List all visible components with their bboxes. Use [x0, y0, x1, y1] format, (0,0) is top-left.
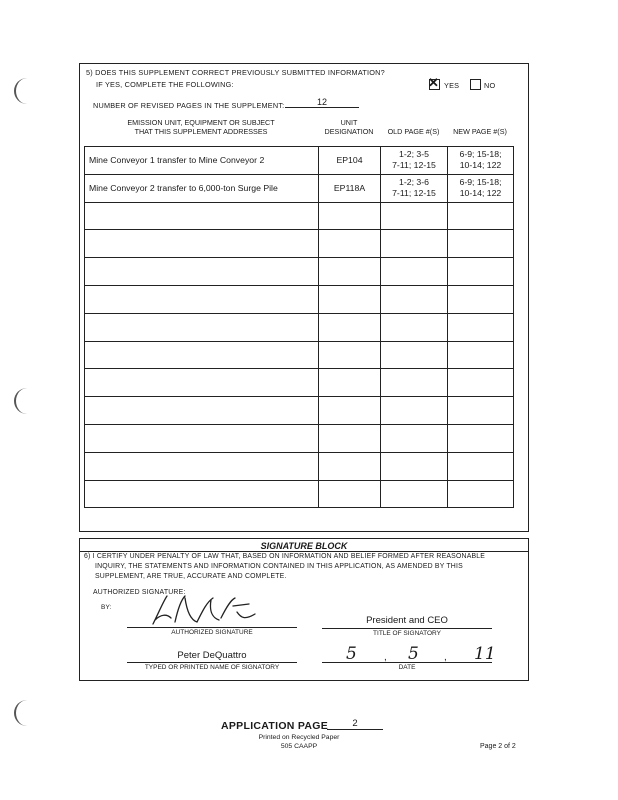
no-label: NO [484, 81, 496, 90]
header-subject-line2: THAT THIS SUPPLEMENT ADDRESSES [134, 127, 268, 136]
application-page-number: 2 [327, 718, 383, 730]
revised-pages-table [84, 146, 514, 508]
title-caption: TITLE OF SIGNATORY [373, 630, 441, 637]
signature-caption: AUTHORIZED SIGNATURE [171, 629, 253, 636]
empty-cell[interactable] [85, 258, 319, 286]
empty-cell[interactable] [85, 230, 319, 258]
empty-cell[interactable] [448, 397, 514, 425]
check-x-icon: ✕ [428, 75, 439, 90]
header-unit-line1: UNIT [340, 118, 358, 127]
application-page-label: APPLICATION PAGE [221, 720, 329, 732]
certification-line1: 6) I CERTIFY UNDER PENALTY OF LAW THAT, BASED ON INFORMATION AND BELIEF FORMED AFTER REASONABLE [84, 553, 486, 560]
new-pages-line1: 6-9; 15-18; [459, 177, 502, 188]
certification-line3: SUPPLEMENT, ARE TRUE, ACCURATE AND COMPLETE. [95, 573, 287, 580]
empty-cell[interactable] [319, 341, 381, 369]
empty-cell[interactable] [381, 480, 448, 508]
signature-block-title: SIGNATURE BLOCK [260, 541, 348, 551]
recycled-paper-note: Printed on Recycled Paper [258, 734, 340, 741]
empty-cell[interactable] [319, 258, 381, 286]
subject-cell[interactable]: Mine Conveyor 1 transfer to Mine Conveyor 2 [85, 147, 319, 175]
header-unit-line2: DESIGNATION [324, 127, 374, 136]
table-row [85, 174, 514, 202]
empty-cell[interactable] [381, 230, 448, 258]
no-checkbox[interactable] [470, 79, 481, 90]
date-day[interactable]: 5 [408, 644, 419, 664]
new-pages-line1: 6-9; 15-18; [459, 149, 502, 160]
empty-cell[interactable] [381, 202, 448, 230]
empty-row [85, 397, 514, 425]
empty-cell[interactable] [381, 369, 448, 397]
new-pages-cell[interactable] [448, 147, 514, 175]
empty-row [85, 452, 514, 480]
empty-cell[interactable] [381, 285, 448, 313]
empty-cell[interactable] [381, 258, 448, 286]
question-5: 5) DOES THIS SUPPLEMENT CORRECT PREVIOUSLY SUBMITTED INFORMATION? [86, 68, 385, 77]
header-old-pages: OLD PAGE #(S) [387, 127, 440, 136]
empty-row [85, 258, 514, 286]
empty-cell[interactable] [85, 452, 319, 480]
empty-row [85, 285, 514, 313]
revised-pages-label: NUMBER OF REVISED PAGES IN THE SUPPLEMENT: [93, 101, 285, 110]
empty-cell[interactable] [85, 424, 319, 452]
empty-cell[interactable] [85, 480, 319, 508]
header-new-pages: NEW PAGE #(S) [453, 127, 507, 136]
empty-cell[interactable] [448, 313, 514, 341]
empty-cell[interactable] [448, 369, 514, 397]
signature-line [127, 627, 297, 628]
date-year[interactable]: 11 [474, 644, 496, 664]
empty-cell[interactable] [381, 341, 448, 369]
empty-cell[interactable] [448, 258, 514, 286]
binder-hole-middle [14, 388, 30, 414]
empty-cell[interactable] [85, 313, 319, 341]
subject-cell[interactable]: Mine Conveyor 2 transfer to 6,000-ton Surge Pile [85, 174, 319, 202]
empty-cell[interactable] [381, 313, 448, 341]
by-label: BY: [101, 604, 112, 611]
old-pages-line1: 1-2; 3-5 [399, 149, 429, 160]
question-5-instruction: IF YES, COMPLETE THE FOLLOWING: [96, 80, 234, 89]
date-separator: , [384, 652, 387, 663]
old-pages-cell[interactable] [381, 174, 448, 202]
empty-cell[interactable] [319, 313, 381, 341]
empty-cell[interactable] [319, 480, 381, 508]
binder-hole-top [14, 78, 30, 104]
empty-cell[interactable] [319, 397, 381, 425]
date-separator: , [444, 652, 447, 663]
old-pages-line1: 1-2; 3-6 [399, 177, 429, 188]
old-pages-line2: 7-11; 12-15 [392, 160, 436, 171]
empty-row [85, 369, 514, 397]
date-line [322, 662, 492, 663]
empty-row [85, 202, 514, 230]
empty-cell[interactable] [85, 397, 319, 425]
empty-cell[interactable] [85, 285, 319, 313]
empty-cell[interactable] [319, 369, 381, 397]
empty-row [85, 313, 514, 341]
empty-cell[interactable] [381, 397, 448, 425]
signatory-name-value[interactable]: Peter DeQuattro [177, 650, 247, 661]
authorized-signature-label: AUTHORIZED SIGNATURE: [93, 589, 186, 596]
empty-cell[interactable] [85, 341, 319, 369]
empty-row [85, 230, 514, 258]
empty-cell[interactable] [381, 424, 448, 452]
name-caption: TYPED OR PRINTED NAME OF SIGNATORY [144, 664, 280, 671]
empty-cell[interactable] [319, 202, 381, 230]
empty-cell[interactable] [448, 202, 514, 230]
old-pages-line2: 7-11; 12-15 [392, 188, 436, 199]
empty-row [85, 424, 514, 452]
empty-cell[interactable] [381, 452, 448, 480]
revised-pages-value[interactable]: 12 [285, 97, 359, 108]
empty-cell[interactable] [448, 230, 514, 258]
empty-cell[interactable] [319, 285, 381, 313]
unit-cell[interactable]: EP118A [319, 174, 381, 202]
empty-cell[interactable] [319, 424, 381, 452]
table-row [85, 147, 514, 175]
date-caption: DATE [398, 664, 416, 671]
empty-cell[interactable] [319, 452, 381, 480]
header-subject-line1: EMISSION UNIT, EQUIPMENT OR SUBJECT [127, 118, 275, 127]
new-pages-cell[interactable] [448, 174, 514, 202]
date-month[interactable]: 5 [346, 644, 357, 664]
certification-line2: INQUIRY, THE STATEMENTS AND INFORMATION CONTAINED IN THIS APPLICATION, AS AMENDED BY THIS [95, 563, 463, 570]
empty-cell[interactable] [448, 480, 514, 508]
empty-row [85, 341, 514, 369]
empty-row [85, 480, 514, 508]
empty-cell[interactable] [448, 424, 514, 452]
empty-cell[interactable] [85, 369, 319, 397]
new-pages-line2: 10-14; 122 [459, 188, 502, 199]
form-id: 505 CAAPP [280, 743, 318, 750]
page-count: Page 2 of 2 [480, 743, 516, 750]
new-pages-line2: 10-14; 122 [459, 160, 502, 171]
old-pages-cell[interactable] [381, 147, 448, 175]
yes-label: YES [444, 81, 460, 90]
binder-hole-bottom [14, 700, 30, 726]
empty-cell[interactable] [448, 285, 514, 313]
header-unit [318, 118, 380, 136]
empty-cell[interactable] [448, 341, 514, 369]
empty-cell[interactable] [85, 202, 319, 230]
unit-cell[interactable]: EP104 [319, 147, 381, 175]
handwritten-signature [145, 592, 265, 628]
title-of-signatory-value[interactable]: President and CEO [366, 615, 448, 626]
signature-title-divider [80, 551, 528, 552]
empty-cell[interactable] [319, 230, 381, 258]
header-subject [84, 118, 318, 136]
title-line [322, 628, 492, 629]
empty-cell[interactable] [448, 452, 514, 480]
name-line [127, 662, 297, 663]
